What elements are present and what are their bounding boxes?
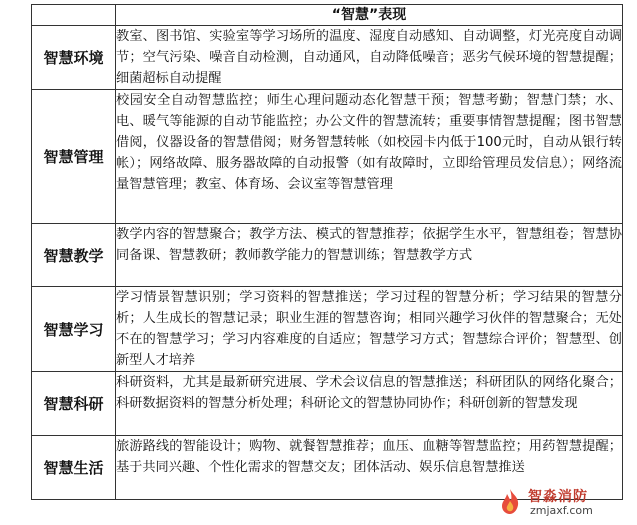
row-category: 智慧学习 [32, 287, 116, 372]
row-description: 教学内容的智慧聚合；教学方法、模式的智慧推荐；依据学生水平，智慧组卷；智慧协同备课、智慧教研；教师教学能力的智慧训练；智慧教学方式 [116, 224, 623, 287]
table-row [32, 224, 623, 287]
table-row [32, 372, 623, 436]
row-category: 智慧管理 [32, 90, 116, 224]
row-description: 旅游路线的智能设计；购物、就餐智慧推荐；血压、血糖等智慧监控；用药智慧提醒；基于共同兴趣、个性化需求的智慧交友；团体活动、娱乐信息智慧推送 [116, 436, 623, 500]
table-row [32, 90, 623, 224]
header-empty-cell [32, 5, 116, 26]
smart-campus-table [31, 4, 623, 500]
row-category: 智慧教学 [32, 224, 116, 287]
watermark [495, 485, 623, 519]
row-category: 智慧科研 [32, 372, 116, 436]
fire-logo-icon [495, 487, 525, 515]
watermark-url: zmjaxf.com [530, 504, 593, 517]
row-category: 智慧生活 [32, 436, 116, 500]
table-header-row [32, 5, 623, 26]
watermark-title: 智淼消防 [528, 489, 588, 505]
row-description: 科研资料，尤其是最新研究进展、学术会议信息的智慧推送；科研团队的网络化聚合；科研数据资料的智慧分析处理；科研论文的智慧协同协作；科研创新的智慧发现 [116, 372, 623, 436]
row-description: 学习情景智慧识别；学习资料的智慧推送；学习过程的智慧分析；学习结果的智慧分析；人生成长的智慧记录；职业生涯的智慧咨询；相同兴趣学习伙伴的智慧聚合；无处不在的智慧学习；学习内容难度的自适应；智慧学习方式；智慧综合评价；智慧型、创新型人才培养 [116, 287, 623, 372]
row-category: 智慧环境 [32, 26, 116, 90]
table-row [32, 26, 623, 90]
row-description: 教室、图书馆、实验室等学习场所的温度、湿度自动感知、自动调整，灯光亮度自动调节；空气污染、噪音自动检测，自动通风，自动降低噪音；恶劣气候环境的智慧提醒；细菌超标自动提醒 [116, 26, 623, 90]
table-row [32, 287, 623, 372]
header-title: “智慧”表现 [116, 5, 623, 26]
row-description: 校园安全自动智慧监控；师生心理问题动态化智慧干预；智慧考勤；智慧门禁；水、电、暖气等能源的自动节能监控；办公文件的智慧流转；重要事情智慧提醒；图书智慧借阅，仪器设备的智慧借阅；财务智慧转帐（如校园卡内低于100元时，自动从银行转帐）；网络故障、服务器故障的自动报警（如有故障时，立即给管理员发信息）；网络流量智慧管理；教室、体育场、会议室等智慧管理 [116, 90, 623, 224]
